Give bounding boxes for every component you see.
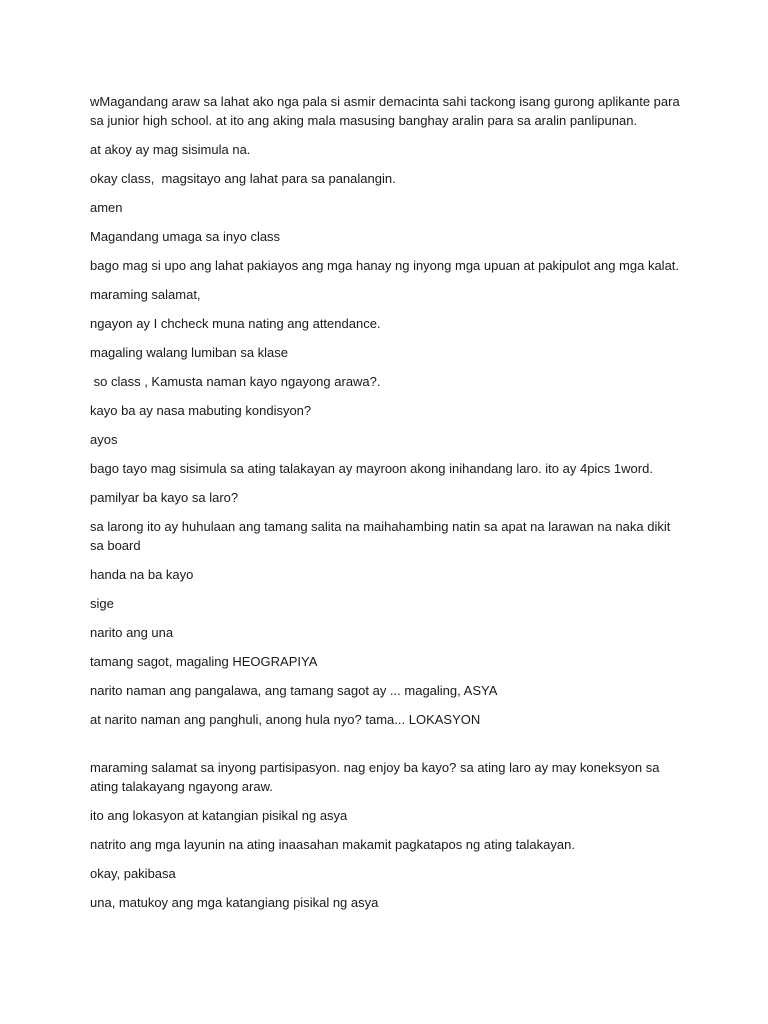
paragraph: narito ang una xyxy=(90,625,174,640)
paragraph: handa na ba kayo xyxy=(90,567,194,582)
paragraph: sige xyxy=(90,596,114,611)
paragraph-intro: wMagandang araw sa lahat ako nga pala si asmir demacinta sahi tackong isang gurong aplikante para sa junior high school. at ito ang aking mala masusing banghay aralin para sa aralin panlipunan. xyxy=(90,94,684,128)
paragraph: narito naman ang pangalawa, ang tamang sagot ay ... magaling, ASYA xyxy=(90,683,498,698)
paragraph: magaling walang lumiban sa klase xyxy=(90,345,289,360)
paragraph: okay, pakibasa xyxy=(90,866,176,881)
paragraph: at akoy ay mag sisimula na. xyxy=(90,142,251,157)
paragraph: ayos xyxy=(90,432,118,447)
paragraph: ito ang lokasyon at katangian pisikal ng asya xyxy=(90,808,348,823)
blank-line xyxy=(90,739,680,758)
paragraph: okay class, magsitayo ang lahat para sa panalangin. xyxy=(90,171,396,186)
paragraph: maraming salamat sa inyong partisipasyon. nag enjoy ba kayo? sa ating laro ay may koneksyon sa ating talakayang ngayong araw. xyxy=(90,760,664,794)
paragraph: Magandang umaga sa inyo class xyxy=(90,229,281,244)
paragraph: kayo ba ay nasa mabuting kondisyon? xyxy=(90,403,312,418)
paragraph: bago mag si upo ang lahat pakiayos ang mga hanay ng inyong mga upuan at pakipulot ang mga kalat. xyxy=(90,258,680,273)
paragraph: sa larong ito ay huhulaan ang tamang salita na maihahambing natin sa apat na larawan na naka dikit sa board xyxy=(90,519,674,553)
paragraph: ngayon ay I chcheck muna nating ang attendance. xyxy=(90,316,381,331)
paragraph: natrito ang mga layunin na ating inaasahan makamit pagkatapos ng ating talakayan. xyxy=(90,837,575,852)
paragraph: bago tayo mag sisimula sa ating talakayan ay mayroon akong inihandang laro. ito ay 4pics 1word. xyxy=(90,461,653,476)
paragraph: at narito naman ang panghuli, anong hula nyo? tama... LOKASYON xyxy=(90,712,481,727)
document-body xyxy=(90,92,684,922)
paragraph: una, matukoy ang mga katangiang pisikal ng asya xyxy=(90,895,379,910)
paragraph: amen xyxy=(90,200,123,215)
paragraph: maraming salamat, xyxy=(90,287,201,302)
paragraph: so class , Kamusta naman kayo ngayong arawa?. xyxy=(90,374,381,389)
paragraph: tamang sagot, magaling HEOGRAPIYA xyxy=(90,654,318,669)
paragraph: pamilyar ba kayo sa laro? xyxy=(90,490,239,505)
